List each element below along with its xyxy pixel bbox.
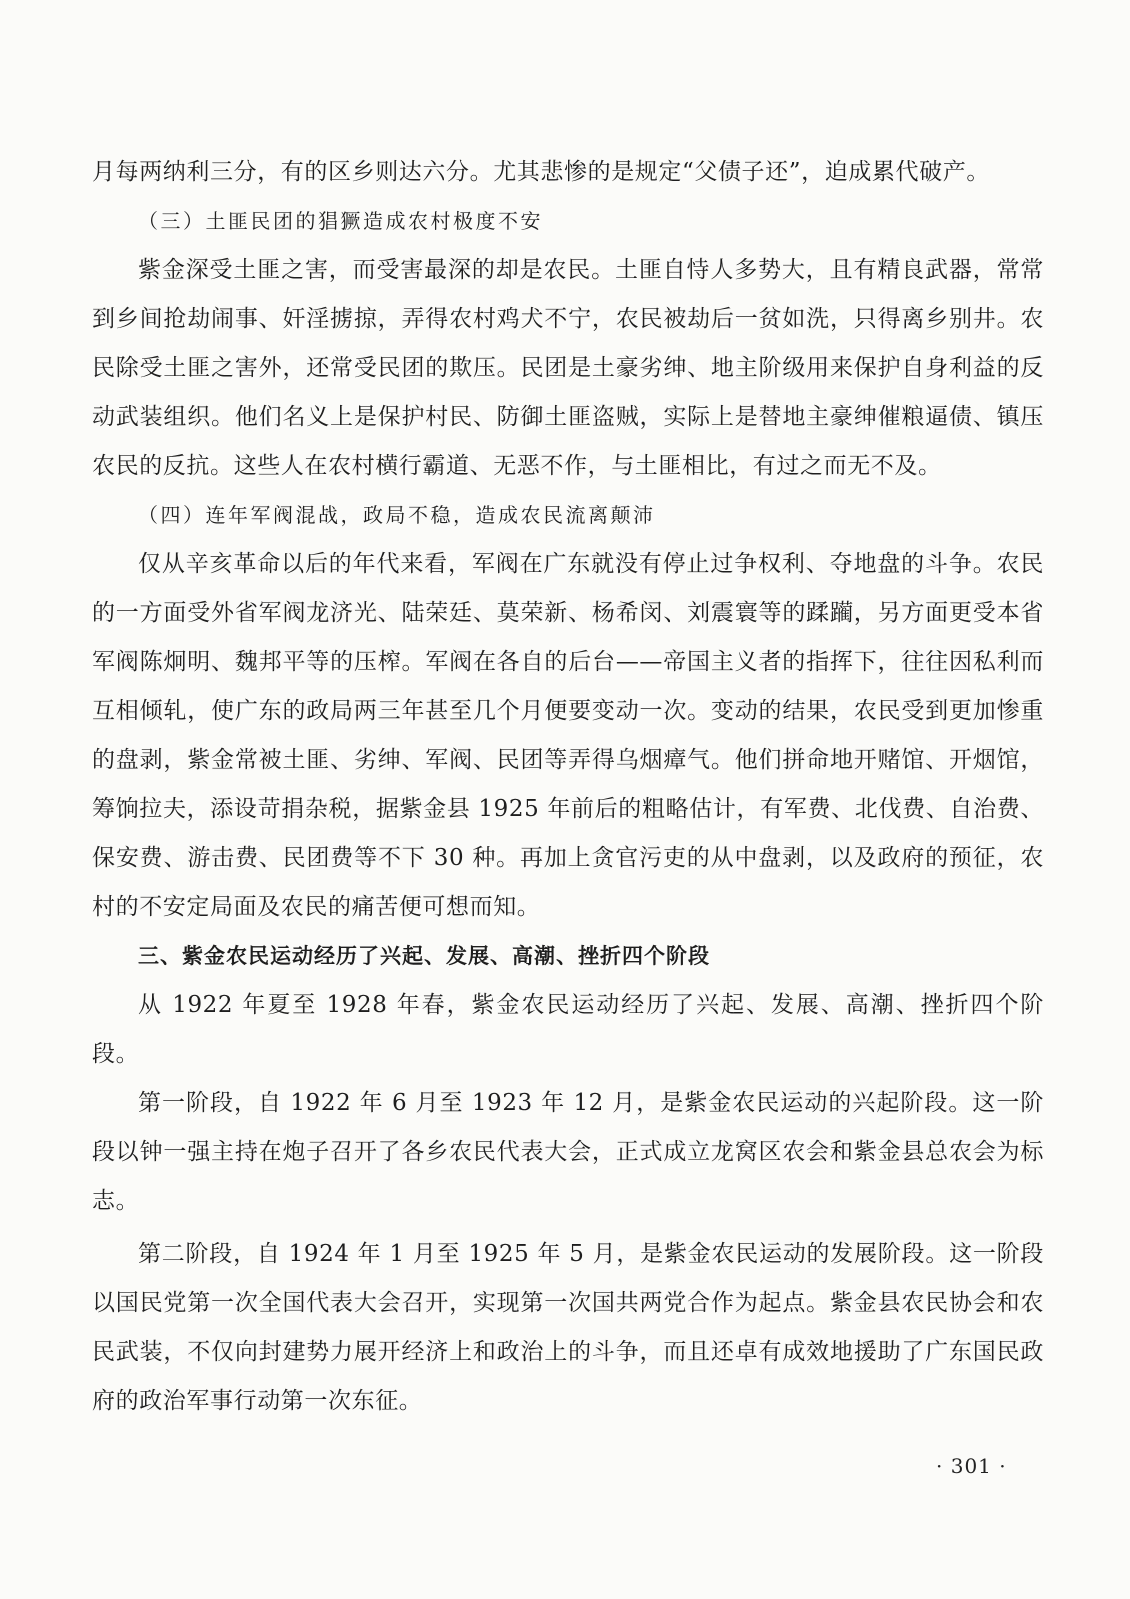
subheading-bandits: （三）土匪民团的猖獗造成农村极度不安	[138, 209, 543, 233]
page-number: · 301 ·	[936, 1454, 1007, 1478]
paragraph-continuation: 月每两纳利三分，有的区乡则达六分。尤其悲惨的是规定“父债子还”，迫成累代破产。	[92, 159, 990, 185]
subheading-warlords: （四）连年军阀混战，政局不稳，造成农民流离颠沛	[138, 503, 656, 527]
section-heading-stages: 三、紫金农民运动经历了兴起、发展、高潮、挫折四个阶段	[138, 944, 710, 968]
paragraph-bandits: 紫金深受土匪之害，而受害最深的却是农民。土匪自恃人多势大，且有精良武器，常常到乡间抢劫闹事、奸淫掳掠，弄得农村鸡犬不宁，农民被劫后一贫如洗，只得离乡别井。农民除受土匪之害外，还常受民团的欺压。民团是土豪劣绅、地主阶级用来保护自身利益的反动武装组织。他们名义上是保护村民、防御土匪盗贼，实际上是替地主豪绅催粮逼债、镇压农民的反抗。这些人在农村横行霸道、无恶不作，与土匪相比，有过之而无不及。	[92, 257, 1044, 479]
paragraph-stages-overview: 从 1922 年夏至 1928 年春，紫金农民运动经历了兴起、发展、高潮、挫折四个阶段。	[92, 992, 1044, 1067]
paragraph-stage-two: 第二阶段，自 1924 年 1 月至 1925 年 5 月，是紫金农民运动的发展阶段。这一阶段以国民党第一次全国代表大会召开，实现第一次国共两党合作为起点。紫金县农民协会和农民武装，不仅向封建势力展开经济上和政治上的斗争，而且还卓有成效地援助了广东国民政府的政治军事行动第一次东征。	[92, 1241, 1044, 1414]
paragraph-stage-one: 第一阶段，自 1922 年 6 月至 1923 年 12 月，是紫金农民运动的兴起阶段。这一阶段以钟一强主持在炮子召开了各乡农民代表大会，正式成立龙窝区农会和紫金县总农会为标志。	[92, 1090, 1044, 1214]
paragraph-warlords: 仅从辛亥革命以后的年代来看，军阀在广东就没有停止过争权利、夺地盘的斗争。农民的一方面受外省军阀龙济光、陆荣廷、莫荣新、杨希闵、刘震寰等的蹂躏，另方面更受本省军阀陈炯明、魏邦平等的压榨。军阀在各自的后台——帝国主义者的指挥下，往往因私利而互相倾轧，使广东的政局两三年甚至几个月便要变动一次。变动的结果，农民受到更加惨重的盘剥，紫金常被土匪、劣绅、军阀、民团等弄得乌烟瘴气。他们拼命地开赌馆、开烟馆，筹饷拉夫，添设苛捐杂税，据紫金县 1925 年前后的粗略估计，有军费、北伐费、自治费、保安费、游击费、民团费等不下 30 种。再加上贪官污吏的从中盘剥，以及政府的预征，农村的不安定局面及农民的痛苦便可想而知。	[92, 551, 1044, 920]
document-body	[92, 148, 1044, 1426]
